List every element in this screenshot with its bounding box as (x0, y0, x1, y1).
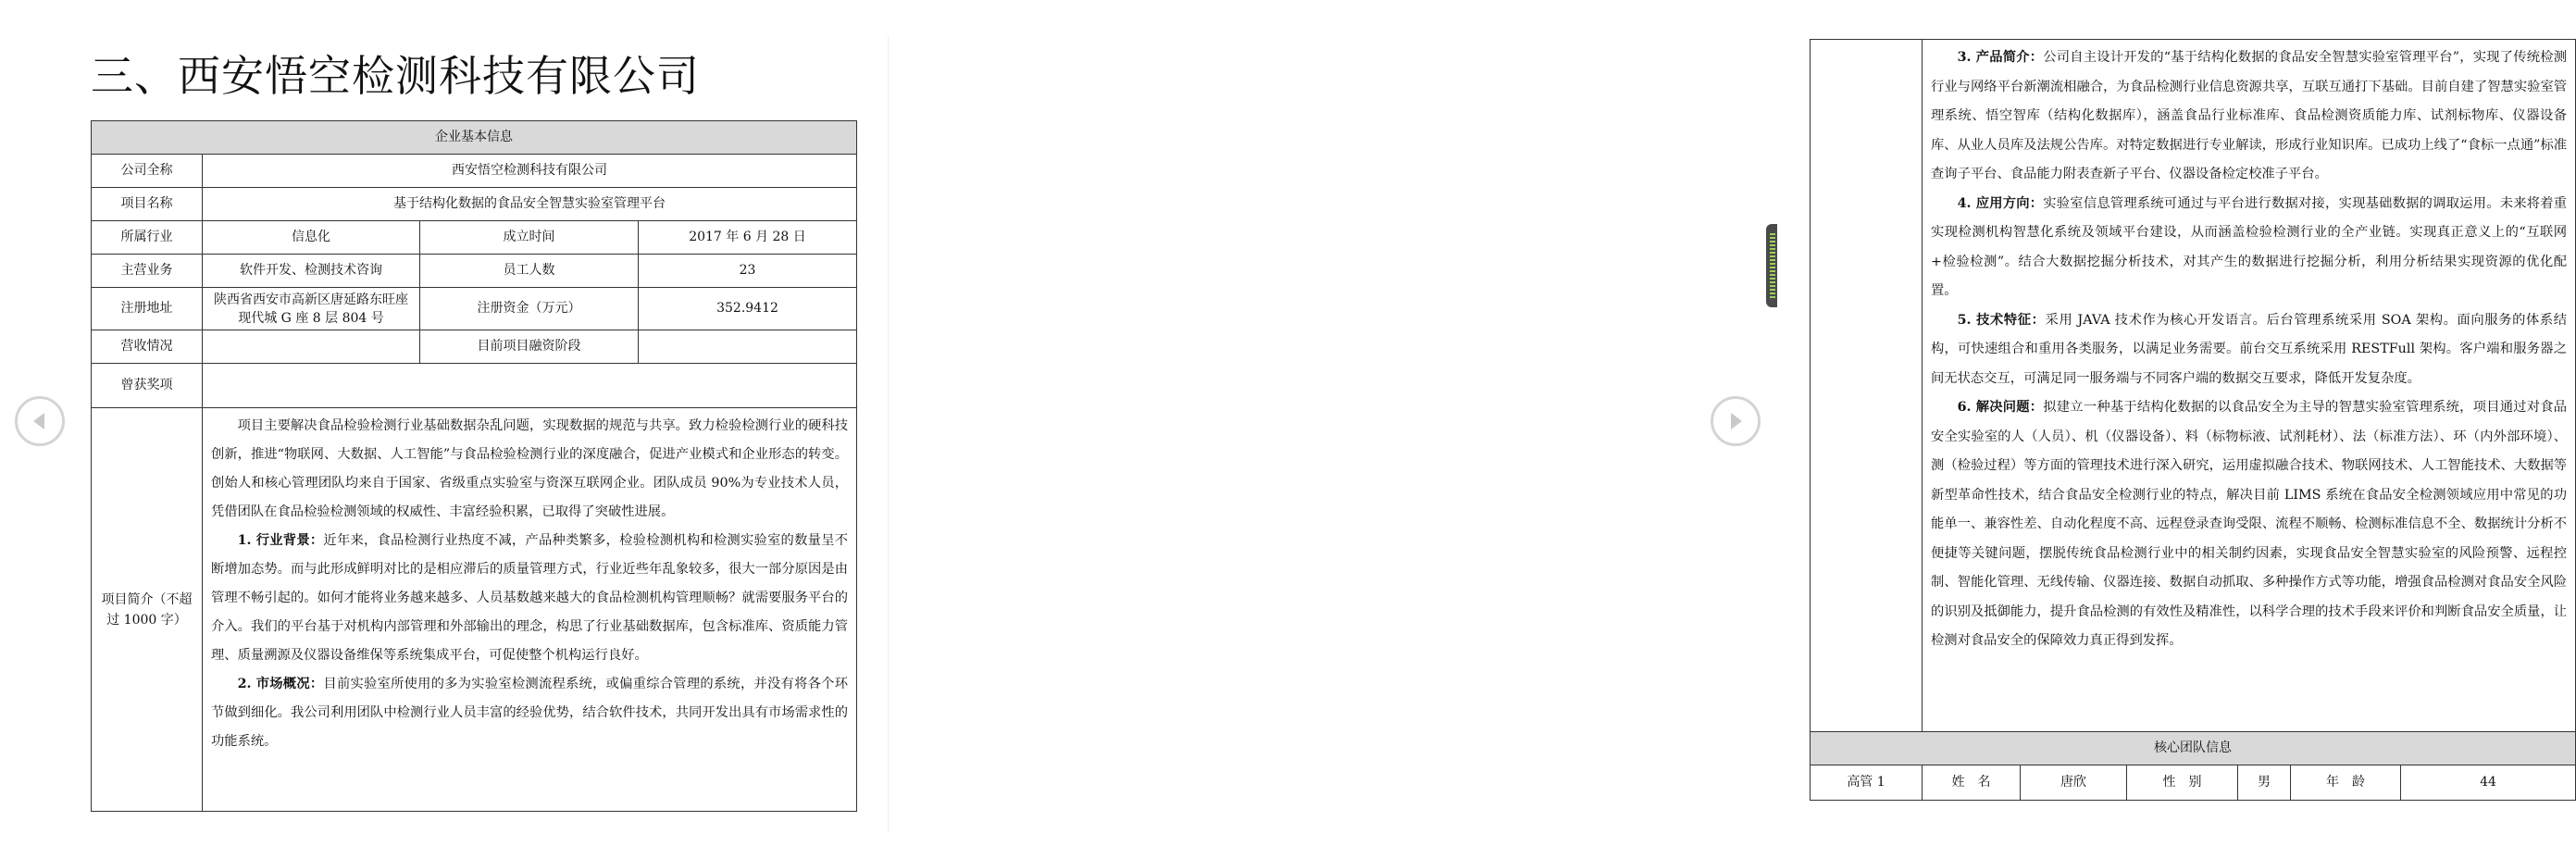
side-scroll-handle[interactable] (1766, 224, 1777, 307)
business-value: 软件开发、检测技术咨询 (203, 255, 420, 288)
section-text: 实验室信息管理系统可通过与平台进行数据对接，实现基础数据的调取运用。未来将着重实现检测机构智慧化系统及领域平台建设，从而涵盖检验检测行业的全产业链。实现真正意义上的“互联网+检验检测”。结合大数据挖掘分析技术，对其产生的数据进行挖掘分析，利用分析结果实现资源的优化配置。 (1931, 195, 2568, 298)
section-heading: 1. 行业背景： (237, 533, 324, 548)
intro-body (203, 408, 857, 812)
intro-label-continued (1811, 40, 1923, 732)
gender-label: 性 别 (2127, 765, 2238, 801)
revenue-label: 营收情况 (92, 330, 203, 364)
previous-page-button[interactable] (15, 396, 65, 446)
awards-value (203, 364, 857, 408)
left-page (0, 0, 889, 846)
age-value: 44 (2401, 765, 2576, 801)
revenue-value (203, 330, 420, 364)
intro-paragraph (1931, 306, 2567, 394)
intro-continued-table (1810, 39, 2576, 801)
intro-paragraph (211, 527, 848, 670)
team-header: 核心团队信息 (1811, 732, 2576, 765)
intro-paragraph (1931, 190, 2567, 306)
intro-paragraph (1931, 44, 2567, 190)
intro-label: 项目简介（不超过 1000 字） (92, 408, 203, 812)
section-text: 采用 JAVA 技术作为核心开发语言。后台管理系统采用 SOA 架构。面向服务的体系结构，可快速组合和重用各类服务，以满足业务需要。前台交互系统采用 RESTFull 架构。客户端和服务器之间无状态交互，可满足同一服务端与不同客户端的数据交互要求，降低开发复杂度。 (1931, 312, 2568, 386)
capital-label: 注册资金（万元） (420, 288, 639, 330)
section-heading: 3. 产品简介： (1957, 50, 2044, 65)
table-header: 企业基本信息 (92, 121, 857, 155)
employees-label: 员工人数 (420, 255, 639, 288)
gender-value: 男 (2238, 765, 2291, 801)
founded-value: 2017 年 6 月 28 日 (639, 221, 857, 255)
financing-stage-label: 目前项目融资阶段 (420, 330, 639, 364)
section-heading: 6. 解决问题： (1957, 400, 2044, 415)
page-title: 三、西安悟空检测科技有限公司 (91, 51, 700, 101)
section-text: 公司自主设计开发的“基于结构化数据的食品安全智慧实验室管理平台”，实现了传统检测行业与网络平台新潮流相融合，为食品检测行业信息资源共享，互联互通打下基础。目前自建了智慧实验室管理系统、悟空智库（结构化数据库），涵盖食品行业标准库、食品检测资质能力库、试剂标物库、仪器设备库、从业人员库及法规公告库。对特定数据进行专业解读，形成行业知识库。已成功上线了“食标一点通”标准查询子平台、食品能力附表查新子平台、仪器设备检定校准子平台。 (1931, 50, 2568, 181)
arrow-left-icon (18, 399, 62, 443)
company-name-label: 公司全称 (92, 155, 203, 188)
project-name-label: 项目名称 (92, 188, 203, 221)
section-heading: 4. 应用方向： (1957, 195, 2044, 211)
right-page (889, 0, 2568, 846)
company-name-value: 西安悟空检测科技有限公司 (203, 155, 857, 188)
age-label: 年 龄 (2291, 765, 2401, 801)
intro-body-continued (1923, 40, 2576, 732)
industry-label: 所属行业 (92, 221, 203, 255)
section-text: 近年来，食品检测行业热度不减，产品种类繁多，检验检测机构和检测实验室的数量呈不断增加态势。而与此形成鲜明对比的是相应滞后的质量管理方式，行业近些年乱象较多，很大一部分原因是由管理不畅引起的。如何才能将业务越来越多、人员基数越来越大的食品检测机构管理顺畅？就需要服务平台的介入。我们的平台基于对机构内部管理和外部输出的理念，构思了行业基础数据库，包含标准库、资质能力管理、质量溯源及仪器设备维保等系统集成平台，可促使整个机构运行良好。 (211, 533, 848, 663)
name-label: 姓 名 (1923, 765, 2021, 801)
arrow-right-icon (1713, 399, 1758, 443)
section-heading: 2. 市场概况： (237, 677, 324, 691)
founded-label: 成立时间 (420, 221, 639, 255)
intro-paragraph (1931, 393, 2567, 656)
name-value: 唐欣 (2021, 765, 2127, 801)
company-info-table (91, 120, 857, 812)
financing-stage-value (639, 330, 857, 364)
next-page-button[interactable] (1711, 396, 1761, 446)
industry-value: 信息化 (203, 221, 420, 255)
address-value: 陕西省西安市高新区唐延路东旺座现代城 G 座 8 层 804 号 (203, 288, 420, 330)
intro-paragraph (211, 670, 848, 756)
section-text: 拟建立一种基于结构化数据的以食品安全为主导的智慧实验室管理系统，项目通过对食品安全实验室的人（人员）、机（仪器设备）、料（标物标液、试剂耗材）、法（标准方法）、环（内外部环境）、测（检验过程）等方面的管理技术进行深入研究，运用虚拟融合技术、物联网技术、人工智能技术、大数据等新型革命性技术，结合食品安全检测行业的特点，解决目前 LIMS 系统在食品安全检测领域应用中常见的功能单一、兼容性差、自动化程度不高、远程登录查询受限、流程不顺畅、检测标准信息不全、数据统计分析不便捷等关键问题，摆脱传统食品检测行业中的相关制约因素，实现食品安全智慧实验室的风险预警、远程控制、智能化管理、无线传输、仪器连接、数据自动抓取、多种操作方式等功能，增强食品检测对食品安全风险的识别及抵御能力，提升食品检测的有效性及精准性，以科学合理的技术手段来评价和判断食品安全质量，让检测对食品安全的保障效力真正得到发挥。 (1931, 400, 2568, 648)
business-label: 主营业务 (92, 255, 203, 288)
employees-value: 23 (639, 255, 857, 288)
capital-value: 352.9412 (639, 288, 857, 330)
awards-label: 曾获奖项 (92, 364, 203, 408)
section-heading: 5. 技术特征： (1957, 312, 2046, 328)
address-label: 注册地址 (92, 288, 203, 330)
intro-paragraph: 项目主要解决食品检验检测行业基础数据杂乱问题，实现数据的规范与共享。致力检验检测行业的硬科技创新，推进“物联网、大数据、人工智能”与食品检验检测行业的深度融合，促进产业模式和企业形态的转变。创始人和核心管理团队均来自于国家、省级重点实验室与资深互联网企业。团队成员 90%为专业技术人员，凭借团队在食品检验检测领域的权威性、丰富经验积累，已取得了突破性进展。 (211, 418, 848, 519)
team-role: 高管 1 (1811, 765, 1923, 801)
project-name-value: 基于结构化数据的食品安全智慧实验室管理平台 (203, 188, 857, 221)
section-text: 目前实验室所使用的多为实验室检测流程系统，或偏重综合管理的系统，并没有将各个环节做到细化。我公司利用团队中检测行业人员丰富的经验优势，结合软件技术，共同开发出具有市场需求性的功能系统。 (211, 677, 848, 749)
level-bars-icon (1770, 233, 1775, 298)
